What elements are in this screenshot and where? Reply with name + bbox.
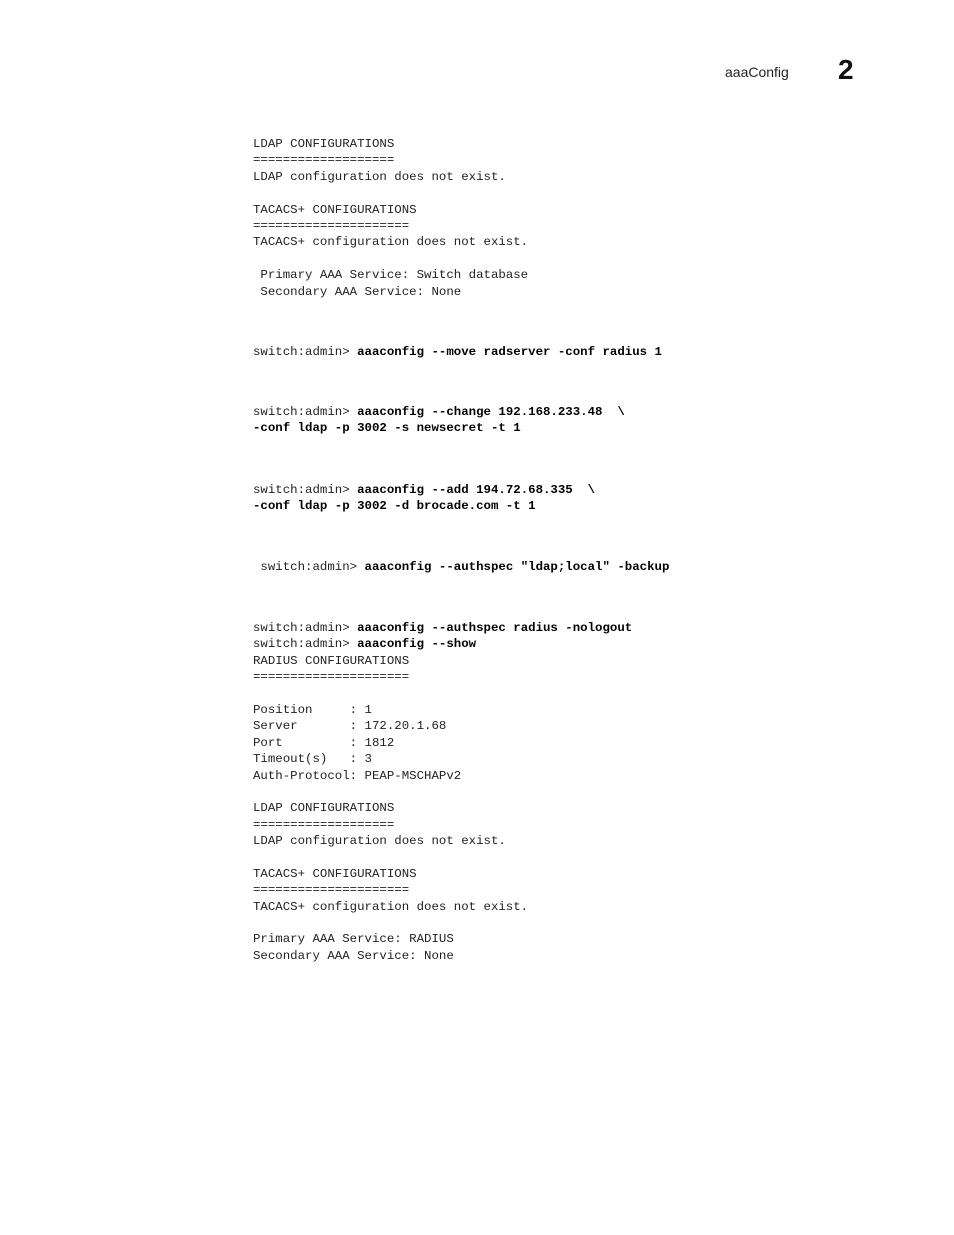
output-line: Primary AAA Service: Switch database	[253, 268, 529, 283]
output-line: Server : 172.20.1.68	[253, 719, 447, 734]
shell-prompt: switch:admin>	[253, 621, 358, 635]
output-line: =====================	[253, 883, 410, 898]
output-line: TACACS+ configuration does not exist.	[253, 235, 529, 250]
shell-prompt: switch:admin>	[253, 560, 365, 574]
output-line: Secondary AAA Service: None	[253, 948, 454, 963]
output-line: LDAP configuration does not exist.	[253, 834, 506, 849]
example-move-command	[253, 344, 662, 360]
output-line: =====================	[253, 670, 410, 685]
command-text: -conf ldap -p 3002 -d brocade.com -t 1	[253, 499, 536, 514]
output-line: Timeout(s) : 3	[253, 752, 372, 767]
output-line: =====================	[253, 218, 410, 233]
output-line: Port : 1812	[253, 735, 395, 750]
example-add-command	[253, 482, 595, 515]
shell-prompt: switch:admin>	[253, 345, 358, 359]
command-text: aaaconfig --add 194.72.68.335 \	[357, 483, 596, 497]
running-header-title: aaaConfig	[725, 64, 789, 80]
output-line: LDAP CONFIGURATIONS	[253, 801, 395, 816]
output-line	[253, 784, 632, 800]
output-line: ===================	[253, 817, 395, 832]
example-change-command	[253, 404, 625, 437]
output-line: Position : 1	[253, 702, 372, 717]
output-line	[253, 849, 632, 865]
output-line	[253, 686, 632, 702]
output-line	[253, 915, 632, 931]
output-line: TACACS+ configuration does not exist.	[253, 899, 529, 914]
example-authspec-backup-command	[253, 559, 669, 575]
output-line: LDAP CONFIGURATIONS	[253, 137, 395, 151]
command-text: aaaconfig --move radserver -conf radius 1	[357, 345, 662, 359]
output-line: TACACS+ CONFIGURATIONS	[253, 866, 417, 881]
output-line	[253, 251, 528, 267]
output-line: Secondary AAA Service: None	[253, 284, 462, 299]
command-text: aaaconfig --authspec "ldap;local" -backup	[364, 560, 670, 574]
command-text: -conf ldap -p 3002 -s newsecret -t 1	[253, 421, 521, 436]
shell-prompt: switch:admin>	[253, 637, 358, 652]
output-line: LDAP configuration does not exist.	[253, 169, 506, 184]
command-text: aaaconfig --change 192.168.233.48 \	[357, 405, 625, 419]
output-line: Primary AAA Service: RADIUS	[253, 932, 454, 947]
example-show-command	[253, 620, 632, 964]
output-line	[253, 185, 528, 201]
shell-prompt: switch:admin>	[253, 483, 358, 497]
chapter-number: 2	[838, 54, 854, 85]
shell-prompt: switch:admin>	[253, 405, 358, 419]
command-text: aaaconfig --authspec radius -nologout	[357, 621, 633, 635]
command-text: aaaconfig --show	[357, 637, 477, 652]
output-line: TACACS+ CONFIGURATIONS	[253, 202, 417, 217]
output-line: Auth-Protocol: PEAP-MSCHAPv2	[253, 768, 462, 783]
config-output-block	[253, 136, 528, 300]
output-line: RADIUS CONFIGURATIONS	[253, 653, 410, 668]
output-line: ===================	[253, 153, 395, 168]
